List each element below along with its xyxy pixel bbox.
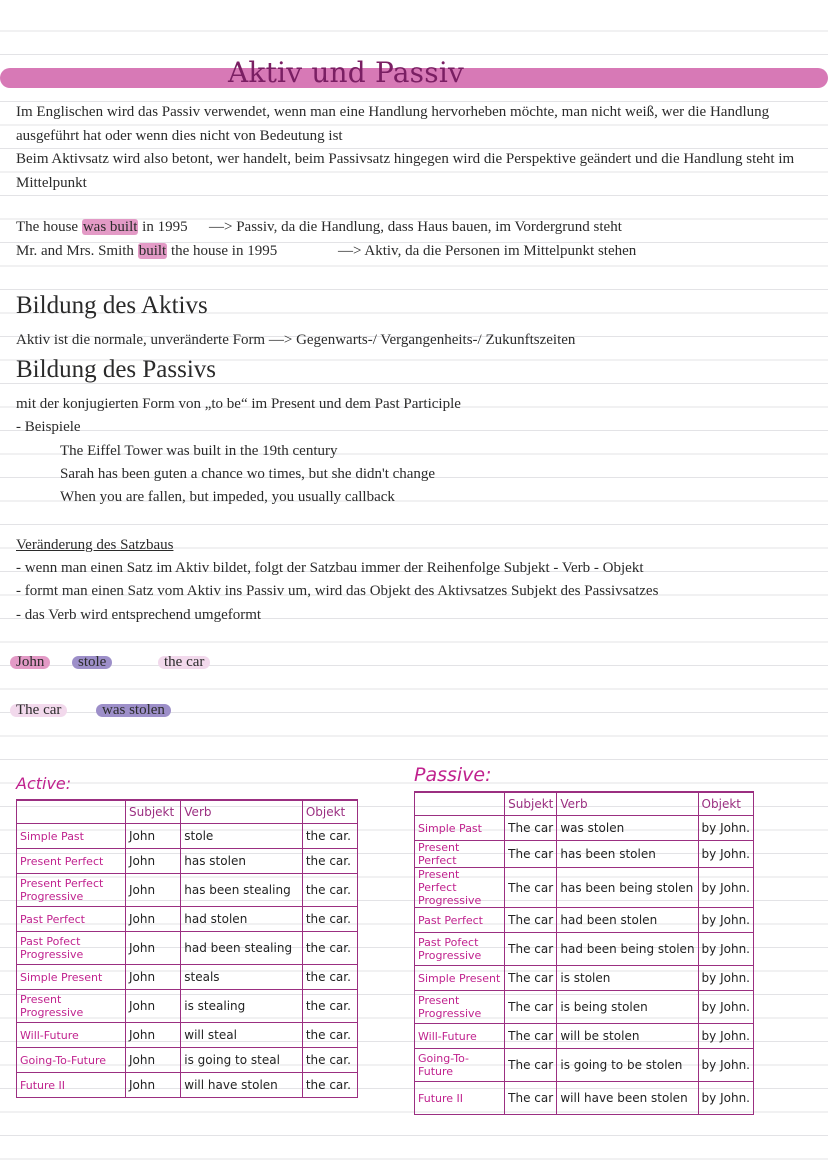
active-header-3: Objekt (302, 800, 357, 824)
table-cell: the car. (302, 965, 357, 990)
table-cell: is stolen (557, 966, 698, 991)
table-cell: had been stealing (181, 932, 303, 965)
tense-name: Simple Present (415, 966, 505, 991)
table-cell: The car (505, 966, 557, 991)
table-cell: John (126, 824, 181, 849)
table-cell: by John. (698, 908, 753, 933)
tense-name: Will-Future (415, 1024, 505, 1049)
table-cell: the car. (302, 824, 357, 849)
passive-table-label: Passive: (414, 764, 492, 786)
table-cell: The car (505, 933, 557, 966)
satzbau-bullet-3: - das Verb wird entsprechend umgeformt (16, 607, 262, 623)
table-row (17, 932, 358, 965)
table-cell: the car. (302, 932, 357, 965)
passiv-text: mit der konjugierten Form von „to be“ im Present und dem Past Participle (16, 396, 461, 412)
table-cell: John (126, 1048, 181, 1073)
tense-name: Past Pofect Progressive (415, 933, 505, 966)
table-cell: John (126, 1023, 181, 1048)
chip-passive-subject: The car (10, 704, 67, 717)
table-row (17, 990, 358, 1023)
tense-name: Past Perfect (415, 908, 505, 933)
table-row (415, 908, 754, 933)
passiv-bullet-beispiele: - Beispiele (16, 419, 81, 435)
tense-name: Present Progressive (17, 990, 126, 1023)
tense-name: Present Perfect Progressive (415, 868, 505, 908)
table-cell: The car (505, 1024, 557, 1049)
highlight-built: built (138, 243, 167, 259)
table-cell: The car (505, 816, 557, 841)
satzbau-bullet-1: - wenn man einen Satz im Aktiv bildet, folgt der Satzbau immer der Reihenfolge Subjekt - Verb - Objekt (16, 560, 644, 576)
aktiv-text: Aktiv ist die normale, unveränderte Form —> Gegenwarts-/ Vergangenheits-/ Zukunftszeiten (16, 332, 576, 348)
table-row (17, 1023, 358, 1048)
table-cell: was stolen (557, 816, 698, 841)
table-cell: John (126, 849, 181, 874)
table-cell: the car. (302, 1073, 357, 1098)
tense-name: Past Pofect Progressive (17, 932, 126, 965)
example-passive-end: in 1995 (138, 219, 188, 235)
table-row (415, 816, 754, 841)
table-row (17, 849, 358, 874)
table-cell: will steal (181, 1023, 303, 1048)
table-cell: is stealing (181, 990, 303, 1023)
example-passive-start: The house (16, 219, 82, 235)
table-cell: the car. (302, 849, 357, 874)
passiv-example-1: The Eiffel Tower was built in the 19th century (60, 443, 338, 459)
table-row (17, 874, 358, 907)
tense-name: Present Perfect Progressive (17, 874, 126, 907)
passive-header-2: Verb (557, 792, 698, 816)
table-cell: had stolen (181, 907, 303, 932)
tense-name: Simple Past (17, 824, 126, 849)
tense-name: Simple Past (415, 816, 505, 841)
table-cell: steals (181, 965, 303, 990)
table-cell: John (126, 990, 181, 1023)
table-cell: has stolen (181, 849, 303, 874)
table-cell: the car. (302, 874, 357, 907)
table-cell: had been being stolen (557, 933, 698, 966)
heading-bildung-passiv: Bildung des Passivs (16, 356, 217, 383)
tense-name: Present Perfect (415, 841, 505, 868)
table-cell: John (126, 1073, 181, 1098)
table-row (415, 1049, 754, 1082)
table-cell: by John. (698, 1024, 753, 1049)
active-table-label: Active: (16, 774, 72, 793)
table-cell: the car. (302, 907, 357, 932)
table-cell: The car (505, 991, 557, 1024)
tense-name: Will-Future (17, 1023, 126, 1048)
table-cell: by John. (698, 868, 753, 908)
table-cell: The car (505, 868, 557, 908)
table-row (17, 1048, 358, 1073)
example-active-end: the house in 1995 (167, 243, 278, 259)
table-cell: will be stolen (557, 1024, 698, 1049)
intro-paragraph-2: Beim Aktivsatz wird also betont, wer handelt, beim Passivsatz hingegen wird die Perspektive geändert und die Handlung steht im Mittelpunkt (16, 151, 795, 191)
satzbau-bullet-2: - formt man einen Satz vom Aktiv ins Passiv um, wird das Objekt des Aktivsatzes Subjekt des Passivsatzes (16, 583, 659, 599)
tense-name: Going-To-Future (415, 1049, 505, 1082)
tense-name: Present Perfect (17, 849, 126, 874)
highlight-was-built: was built (82, 219, 138, 235)
heading-satzbau: Veränderung des Satzbaus (16, 537, 174, 553)
chip-active-verb: stole (72, 656, 112, 669)
table-row (415, 1024, 754, 1049)
example-active (16, 243, 277, 260)
passive-header-0 (415, 792, 505, 816)
passiv-example-2: Sarah has been guten a chance wo times, but she didn't change (60, 466, 436, 482)
chip-active-subject: John (10, 656, 50, 669)
chip-passive-verb: was stolen (96, 704, 171, 717)
passive-tense-table (414, 791, 754, 1115)
table-cell: is going to be stolen (557, 1049, 698, 1082)
tense-name: Simple Present (17, 965, 126, 990)
tense-name: Future II (17, 1073, 126, 1098)
passive-header-1: Subjekt (505, 792, 557, 816)
table-row (415, 991, 754, 1024)
table-cell: The car (505, 908, 557, 933)
table-cell: by John. (698, 816, 753, 841)
active-header-0 (17, 800, 126, 824)
table-row (415, 933, 754, 966)
table-cell: The car (505, 841, 557, 868)
passive-header-3: Objekt (698, 792, 753, 816)
table-cell: is being stolen (557, 991, 698, 1024)
table-row (17, 907, 358, 932)
tense-name: Present Progressive (415, 991, 505, 1024)
table-cell: by John. (698, 933, 753, 966)
table-cell: has been stealing (181, 874, 303, 907)
table-cell: the car. (302, 990, 357, 1023)
tense-name: Going-To-Future (17, 1048, 126, 1073)
table-cell: by John. (698, 966, 753, 991)
example-passive-note: —> Passiv, da die Handlung, dass Haus bauen, im Vordergrund steht (209, 219, 622, 235)
table-cell: The car (505, 1049, 557, 1082)
intro-paragraph-1: Im Englischen wird das Passiv verwendet, wenn man eine Handlung hervorheben möchte, man nicht weiß, wer die Handlung ausgeführt hat oder wenn dies nicht von Bedeutung ist (16, 104, 770, 144)
table-cell: John (126, 907, 181, 932)
example-active-start: Mr. and Mrs. Smith (16, 243, 138, 259)
table-cell: has been stolen (557, 841, 698, 868)
table-cell: will have stolen (181, 1073, 303, 1098)
table-cell: the car. (302, 1023, 357, 1048)
table-cell: John (126, 932, 181, 965)
table-cell: the car. (302, 1048, 357, 1073)
table-row (415, 868, 754, 908)
table-cell: will have been stolen (557, 1082, 698, 1115)
active-header-2: Verb (181, 800, 303, 824)
table-cell: stole (181, 824, 303, 849)
passiv-example-3: When you are fallen, but impeded, you usually callback (60, 489, 395, 505)
table-cell: had been stolen (557, 908, 698, 933)
table-row (17, 824, 358, 849)
chip-active-object: the car (158, 656, 210, 669)
active-tense-table (16, 799, 358, 1098)
page-title: Aktiv und Passiv (228, 56, 464, 89)
heading-bildung-aktiv: Bildung des Aktivs (16, 292, 208, 319)
table-row (17, 1073, 358, 1098)
table-row (415, 966, 754, 991)
table-row (17, 965, 358, 990)
table-cell: by John. (698, 991, 753, 1024)
table-cell: by John. (698, 1082, 753, 1115)
table-cell: John (126, 874, 181, 907)
example-active-note: —> Aktiv, da die Personen im Mittelpunkt stehen (338, 243, 637, 259)
active-header-1: Subjekt (126, 800, 181, 824)
table-cell: by John. (698, 841, 753, 868)
table-row (415, 1082, 754, 1115)
table-cell: by John. (698, 1049, 753, 1082)
table-row (415, 841, 754, 868)
table-cell: has been being stolen (557, 868, 698, 908)
table-cell: is going to steal (181, 1048, 303, 1073)
tense-name: Future II (415, 1082, 505, 1115)
table-cell: John (126, 965, 181, 990)
table-cell: The car (505, 1082, 557, 1115)
tense-name: Past Perfect (17, 907, 126, 932)
example-passive (16, 219, 188, 236)
